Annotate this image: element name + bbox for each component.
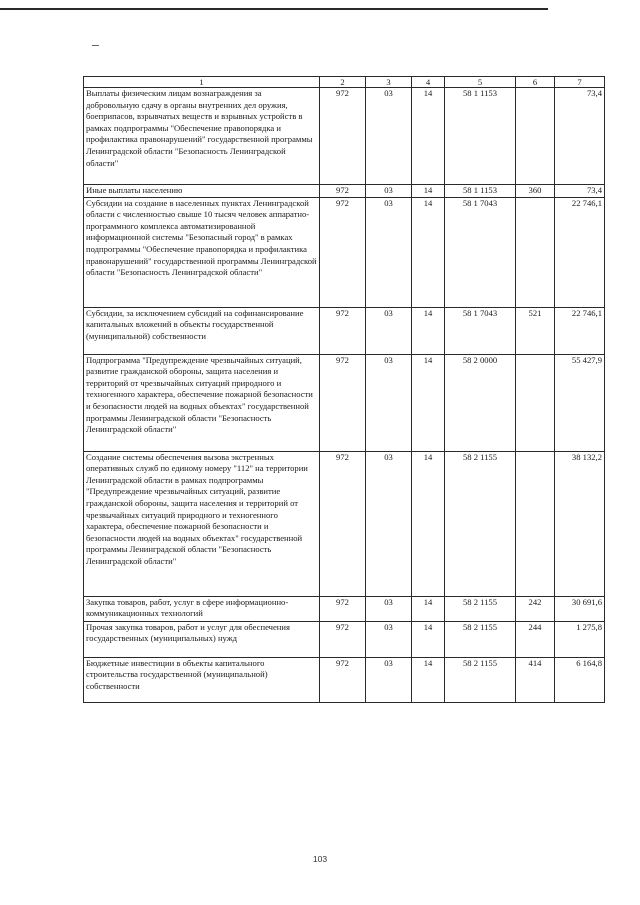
row-amount: 6 164,8 [555,657,605,702]
row-expense-type [516,451,555,596]
table-row [84,451,605,596]
row-amount: 73,4 [555,185,605,198]
row-subsection: 14 [412,451,445,596]
row-description: Прочая закупка товаров, работ и услуг для обеспечения государственных (муниципальных) нужд [84,621,320,657]
row-admin-code: 972 [320,307,366,354]
row-subsection: 14 [412,621,445,657]
row-section: 03 [366,307,412,354]
table-row [84,354,605,451]
row-expense-type: 244 [516,621,555,657]
row-target-article: 58 2 1155 [445,451,516,596]
row-admin-code: 972 [320,197,366,307]
row-admin-code: 972 [320,88,366,185]
row-expense-type: 242 [516,596,555,621]
table-row [84,657,605,702]
row-section: 03 [366,451,412,596]
top-scan-rule [0,8,548,10]
row-admin-code: 972 [320,657,366,702]
table-header-row [84,77,605,88]
table-row [84,621,605,657]
budget-table [83,76,605,703]
row-expense-type [516,354,555,451]
row-target-article: 58 1 1153 [445,185,516,198]
row-description: Субсидии, за исключением субсидий на софинансирование капитальных вложений в объекты государственной (муниципальной) собственности [84,307,320,354]
row-target-article: 58 1 1153 [445,88,516,185]
row-expense-type: 414 [516,657,555,702]
row-section: 03 [366,185,412,198]
row-amount: 38 132,2 [555,451,605,596]
table-row [84,88,605,185]
row-target-article: 58 1 7043 [445,307,516,354]
row-subsection: 14 [412,657,445,702]
row-amount: 73,4 [555,88,605,185]
header-col-7: 7 [555,77,605,88]
row-admin-code: 972 [320,451,366,596]
page-number: 103 [312,854,328,864]
row-admin-code: 972 [320,596,366,621]
row-admin-code: 972 [320,354,366,451]
table-row [84,185,605,198]
row-section: 03 [366,354,412,451]
row-target-article: 58 2 1155 [445,596,516,621]
row-description: Выплаты физическим лицам вознаграждения за добровольную сдачу в органы внутренних дел оружия, боеприпасов, взрывчатых веществ и взрывных устройств в рамках подпрограммы "Обеспечение правопорядка и профилактика правонарушений" государственной программы Ленинградской области "Безопасность Ленинградской области" [84,88,320,185]
header-col-2: 2 [320,77,366,88]
row-section: 03 [366,596,412,621]
row-description: Создание системы обеспечения вызова экстренных оперативных служб по единому номеру "112" на территории Ленинградской области в рамках подпрограммы "Предупреждение чрезвычайных ситуаций, развитие гражданской обороны, защита населения и территорий от чрезвычайных ситуаций природного и техногенного характера, обеспечение пожарной безопасности и безопасности людей на водных объектах" государственной программы Ленинградской области "Безопасность Ленинградской области" [84,451,320,596]
row-section: 03 [366,197,412,307]
row-description: Иные выплаты населению [84,185,320,198]
row-section: 03 [366,88,412,185]
header-col-5: 5 [445,77,516,88]
table-row [84,596,605,621]
row-target-article: 58 1 7043 [445,197,516,307]
header-col-1: 1 [84,77,320,88]
row-target-article: 58 2 1155 [445,621,516,657]
header-col-6: 6 [516,77,555,88]
row-description: Закупка товаров, работ, услуг в сфере информационно-коммуникационных технологий [84,596,320,621]
row-amount: 22 746,1 [555,307,605,354]
row-expense-type [516,197,555,307]
row-section: 03 [366,621,412,657]
header-col-3: 3 [366,77,412,88]
row-subsection: 14 [412,354,445,451]
row-target-article: 58 2 0000 [445,354,516,451]
scan-dash-mark [92,45,99,46]
row-description: Субсидии на создание в населенных пунктах Ленинградской области с численностью свыше 10 тысяч человек аппаратно-программного комплекса автоматизированной информационной системы "Безопасный город" в рамках подпрограммы "Обеспечение правопорядка и профилактика правонарушений" государственной программы Ленинградской области "Безопасность Ленинградской области" [84,197,320,307]
row-subsection: 14 [412,185,445,198]
table-row [84,307,605,354]
row-subsection: 14 [412,307,445,354]
row-subsection: 14 [412,197,445,307]
table-row [84,197,605,307]
row-target-article: 58 2 1155 [445,657,516,702]
row-section: 03 [366,657,412,702]
row-expense-type [516,88,555,185]
row-admin-code: 972 [320,621,366,657]
row-description: Подпрограмма "Предупреждение чрезвычайных ситуаций, развитие гражданской обороны, защита населения и территорий от чрезвычайных ситуаций природного и техногенного характера, обеспечение пожарной безопасности и безопасности людей на водных объектах" государственной программы Ленинградской области "Безопасность Ленинградской области" [84,354,320,451]
row-admin-code: 972 [320,185,366,198]
row-amount: 30 691,6 [555,596,605,621]
row-expense-type: 521 [516,307,555,354]
row-description: Бюджетные инвестиции в объекты капитального строительства государственной (муниципальной) собственности [84,657,320,702]
row-amount: 55 427,9 [555,354,605,451]
row-amount: 1 275,8 [555,621,605,657]
row-subsection: 14 [412,596,445,621]
header-col-4: 4 [412,77,445,88]
row-subsection: 14 [412,88,445,185]
row-amount: 22 746,1 [555,197,605,307]
row-expense-type: 360 [516,185,555,198]
